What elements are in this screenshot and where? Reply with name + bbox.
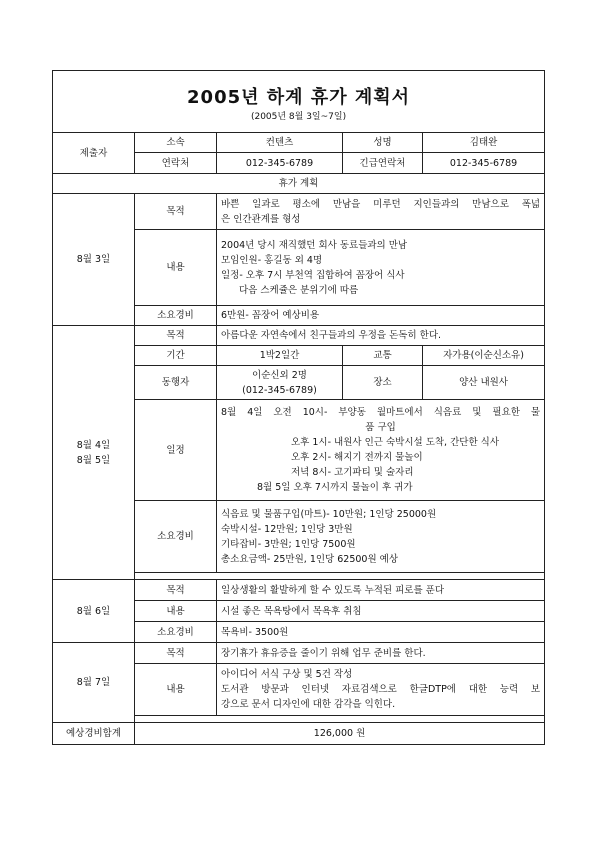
day3-date: 8월 6일 bbox=[53, 580, 135, 643]
day2-schedule-line: 8월 4일 오전 10시- 부양동 월마트에서 식음료 및 필요한 물 bbox=[221, 407, 541, 418]
day2-date-line: 8월 5일 bbox=[76, 454, 111, 466]
day2-schedule-line: 오후 2시- 해지기 전까지 물놀이 bbox=[291, 452, 423, 463]
document-title: 2005년 하계 휴가 계획서 bbox=[187, 87, 411, 108]
day2-purpose-label: 목적 bbox=[135, 326, 217, 346]
day1-content-value bbox=[217, 230, 545, 306]
day2-transport-value: 자가용(이순신소유) bbox=[423, 346, 545, 366]
day2-place-value: 양산 내원사 bbox=[423, 366, 545, 400]
affiliation-value: 컨텐츠 bbox=[217, 133, 343, 153]
day1-content-line: 일정- 오후 7시 부천역 집합하여 꼼장어 식사 bbox=[221, 269, 405, 281]
day4-date: 8월 7일 bbox=[53, 643, 135, 723]
day1-content-line: 다음 스케쥴은 분위기에 따름 bbox=[239, 284, 359, 296]
day2-place-label: 장소 bbox=[343, 366, 423, 400]
day1-cost-value: 6만원- 꼼장어 예상비용 bbox=[217, 306, 545, 326]
day2-schedule-line: 품 구입 bbox=[365, 422, 396, 433]
day2-schedule-line: 저녁 8시- 고기파티 및 술자리 bbox=[291, 467, 414, 478]
day4-content-line: 강으로 문서 디자인에 대한 감각을 익힌다. bbox=[221, 699, 396, 710]
day2-purpose-value: 아름다운 자연속에서 친구들과의 우정을 돈독히 한다. bbox=[217, 326, 545, 346]
day1-content-label: 내용 bbox=[135, 230, 217, 306]
day4-purpose-label: 목적 bbox=[135, 643, 217, 664]
day3-cost-value: 목욕비- 3500원 bbox=[217, 622, 545, 643]
day2-transport-label: 교통 bbox=[343, 346, 423, 366]
day2-period-value: 1박2일간 bbox=[217, 346, 343, 366]
day3-content-label: 내용 bbox=[135, 601, 217, 622]
total-cost-value: 126,000 원 bbox=[135, 723, 545, 745]
day2-companion-line: (012-345-6789) bbox=[242, 384, 317, 396]
day2-spacer bbox=[135, 573, 545, 580]
day2-companion-value bbox=[217, 366, 343, 400]
day1-purpose-line: 바쁜 일과로 평소에 만남을 미루던 지인들과의 만남으로 폭넓 bbox=[221, 198, 541, 210]
day2-schedule-line: 8월 5일 오후 7시까지 물놀이 후 귀가 bbox=[257, 482, 413, 493]
day2-cost-line: 총소요금액- 25만원, 1인당 62500원 예상 bbox=[221, 553, 399, 565]
emergency-contact-value: 012-345-6789 bbox=[423, 153, 545, 174]
day3-purpose-value: 일상생활의 활발하게 할 수 있도록 누적된 피로를 푼다 bbox=[217, 580, 545, 601]
day2-schedule-value bbox=[217, 400, 545, 501]
day3-purpose-label: 목적 bbox=[135, 580, 217, 601]
day4-content-value bbox=[217, 664, 545, 716]
day1-purpose-line: 은 인간관계를 형성 bbox=[221, 213, 301, 225]
day2-cost-value bbox=[217, 501, 545, 573]
day4-purpose-value: 장기휴가 휴유증을 줄이기 위해 업무 준비를 한다. bbox=[217, 643, 545, 664]
day2-date-line: 8월 4일 bbox=[76, 439, 111, 451]
vacation-plan-document bbox=[52, 70, 544, 745]
day2-schedule-line: 오후 1시- 내원사 인근 숙박시설 도착, 간단한 식사 bbox=[291, 437, 499, 448]
day2-cost-label: 소요경비 bbox=[135, 501, 217, 573]
day4-content-label: 내용 bbox=[135, 664, 217, 716]
submitter-header: 제출자 bbox=[53, 133, 135, 174]
day4-content-line: 도서관 방문과 인터넷 자료검색으로 한글DTP에 대한 능력 보 bbox=[221, 684, 541, 695]
day1-purpose-label: 목적 bbox=[135, 194, 217, 230]
day1-content-line: 모임인원- 홍길동 외 4명 bbox=[221, 254, 323, 266]
emergency-contact-label: 긴급연락처 bbox=[343, 153, 423, 174]
document-subtitle: (2005년 8월 3일~7일) bbox=[250, 112, 347, 122]
day4-content-line: 아이디어 서식 구상 및 5건 작성 bbox=[221, 669, 353, 680]
day1-content-line: 2004년 당시 재직했던 회사 동료들과의 만남 bbox=[221, 239, 408, 251]
day3-content-value: 시설 좋은 목욕탕에서 목욕후 취침 bbox=[217, 601, 545, 622]
day2-companion-line: 이순신외 2명 bbox=[252, 369, 307, 381]
day2-period-label: 기간 bbox=[135, 346, 217, 366]
contact-label: 연락처 bbox=[135, 153, 217, 174]
contact-value: 012-345-6789 bbox=[217, 153, 343, 174]
day1-cost-label: 소요경비 bbox=[135, 306, 217, 326]
day2-cost-line: 숙박시설- 12만원; 1인당 3만원 bbox=[221, 523, 353, 535]
affiliation-label: 소속 bbox=[135, 133, 217, 153]
name-label: 성명 bbox=[343, 133, 423, 153]
plan-section-header: 휴가 계획 bbox=[53, 174, 545, 194]
day1-date: 8월 3일 bbox=[53, 194, 135, 326]
day2-cost-line: 기타잡비- 3만원; 1인당 7500원 bbox=[221, 538, 356, 550]
day2-date bbox=[53, 326, 135, 580]
title-cell bbox=[53, 71, 545, 133]
day4-spacer bbox=[135, 716, 545, 723]
day1-purpose-value bbox=[217, 194, 545, 230]
name-value: 김태완 bbox=[423, 133, 545, 153]
day2-cost-line: 식음료 및 물품구입(마트)- 10만원; 1인당 25000원 bbox=[221, 508, 437, 520]
total-cost-label: 예상경비합계 bbox=[53, 723, 135, 745]
day2-companion-label: 동행자 bbox=[135, 366, 217, 400]
day2-schedule-label: 일정 bbox=[135, 400, 217, 501]
day3-cost-label: 소요경비 bbox=[135, 622, 217, 643]
plan-table bbox=[52, 70, 545, 745]
